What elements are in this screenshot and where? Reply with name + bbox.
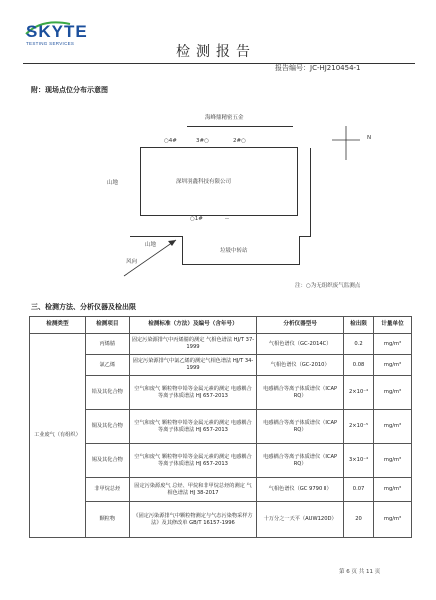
method-cell: 固定污染源废气 总烃、甲烷和非甲烷总烃的测定 气相色谱法 HJ 38-2017 (129, 478, 257, 502)
top-company-underline (187, 126, 293, 127)
unit-cell: mg/m³ (374, 444, 412, 478)
item-cell: 氯乙烯 (85, 355, 129, 376)
unit-cell: mg/m³ (374, 334, 412, 355)
left-mountain-label: 山地 (107, 180, 119, 186)
instrument-cell: 气相色谱仪（GC 9790 Ⅱ） (257, 478, 344, 502)
instrument-cell: 电感耦合等离子体质谱仪（ICAP RQ） (257, 444, 344, 478)
right-wall (310, 148, 311, 236)
section3-title: 三、检测方法、分析仪器及检出限 (31, 303, 136, 311)
header-unit: 计量单位 (374, 317, 412, 334)
item-cell: 铜及其化合物 (85, 410, 129, 444)
category-cell: 工业废气（有组织） (30, 334, 86, 538)
instrument-cell: 十万分之一天平（AUW120D） (257, 502, 344, 538)
limit-cell: 2×10⁻⁵ (344, 410, 374, 444)
limit-cell: 0.2 (344, 334, 374, 355)
item-cell: 锡及其化合物 (85, 444, 129, 478)
item-cell: 铅及其化合物 (85, 376, 129, 410)
bottom-mountain-label: 山地 (145, 242, 157, 248)
table-row (30, 376, 412, 410)
table-row (30, 502, 412, 538)
limit-cell: 2×10⁻⁴ (344, 376, 374, 410)
limit-cell: 20 (344, 502, 374, 538)
item-cell: 非甲烷总烃 (85, 478, 129, 502)
method-cell: 空气和废气 颗粒物中铅等金属元素的测定 电感耦合等离子体质谱法 HJ 657-2013 (129, 410, 257, 444)
method-cell: 固定污染源排气中氯乙烯的测定气相色谱法 HJ/T 34-1999 (129, 355, 257, 376)
unit-cell: mg/m³ (374, 502, 412, 538)
page-footer: 第 6 页 共 11 页 (339, 569, 381, 575)
table-row (30, 334, 412, 355)
instrument-cell: 气相色谱仪（GC-2010） (257, 355, 344, 376)
header-instrument: 分析仪器型号 (257, 317, 344, 334)
north-arrow-icon (330, 124, 370, 164)
unit-cell: mg/m³ (374, 478, 412, 502)
dash-mark: -- (225, 216, 229, 222)
limit-cell: 0.08 (344, 355, 374, 376)
limit-cell: 0.07 (344, 478, 374, 502)
table-row (30, 355, 412, 376)
monitor-point-1: ○1# (190, 216, 203, 222)
unit-cell: mg/m³ (374, 410, 412, 444)
unit-cell: mg/m³ (374, 355, 412, 376)
header-item: 检测项目 (85, 317, 129, 334)
monitor-point-3: 3#○ (196, 138, 209, 144)
instrument-cell: 电感耦合等离子体质谱仪（ICAP RQ） (257, 376, 344, 410)
monitor-point-4: ○4# (164, 138, 177, 144)
north-label: N (367, 135, 372, 141)
header-type: 检测类型 (30, 317, 86, 334)
header-method: 检测标准（方法）及编号（含年号） (129, 317, 257, 334)
methods-table (29, 316, 412, 538)
appendix-title: 附：现场点位分布示意图 (31, 86, 108, 94)
instrument-cell: 电感耦合等离子体质谱仪（ICAP RQ） (257, 410, 344, 444)
table-row (30, 478, 412, 502)
header-limit: 检出限 (344, 317, 374, 334)
method-cell: 固定污染源排气中丙烯腈的测定 气相色谱法 HJ/T 37-1999 (129, 334, 257, 355)
logo-text: SKYTE (26, 22, 88, 41)
table-row (30, 410, 412, 444)
limit-cell: 3×10⁻⁴ (344, 444, 374, 478)
company-logo (20, 12, 100, 46)
item-cell: 颗粒物 (85, 502, 129, 538)
main-company-label: 深圳羽鑫科技有限公司 (176, 179, 232, 185)
unit-cell: mg/m³ (374, 376, 412, 410)
method-cell: 空气和废气 颗粒物中铅等金属元素的测定 电感耦合等离子体质谱法 HJ 657-2013 (129, 376, 257, 410)
wind-direction-label: 风向 (126, 259, 138, 265)
method-cell: 空气和废气 颗粒物中铅等金属元素的测定 电感耦合等离子体质谱法 HJ 657-2013 (129, 444, 257, 478)
document-title: 检测报告 (176, 44, 256, 60)
table-row (30, 444, 412, 478)
monitor-point-2: 2#○ (233, 138, 246, 144)
item-cell: 丙烯腈 (85, 334, 129, 355)
logo-subtitle: TESTING SERVICES (26, 41, 75, 46)
monitoring-note: 注：○为无组织废气监测点 (295, 283, 361, 289)
top-company-label: 海峰鼎精密五金 (205, 115, 244, 121)
instrument-cell: 气相色谱仪（GC-2014C） (257, 334, 344, 355)
method-cell: 《固定污染源排气中颗粒物测定与气态污染物采样方法》及其修改单 GB/T 16157-1996 (129, 502, 257, 538)
table-header-row (30, 317, 412, 334)
report-number: 报告编号：JC-HJ210454-1 (275, 64, 361, 72)
garbage-station-label: 垃圾中转站 (220, 248, 248, 254)
